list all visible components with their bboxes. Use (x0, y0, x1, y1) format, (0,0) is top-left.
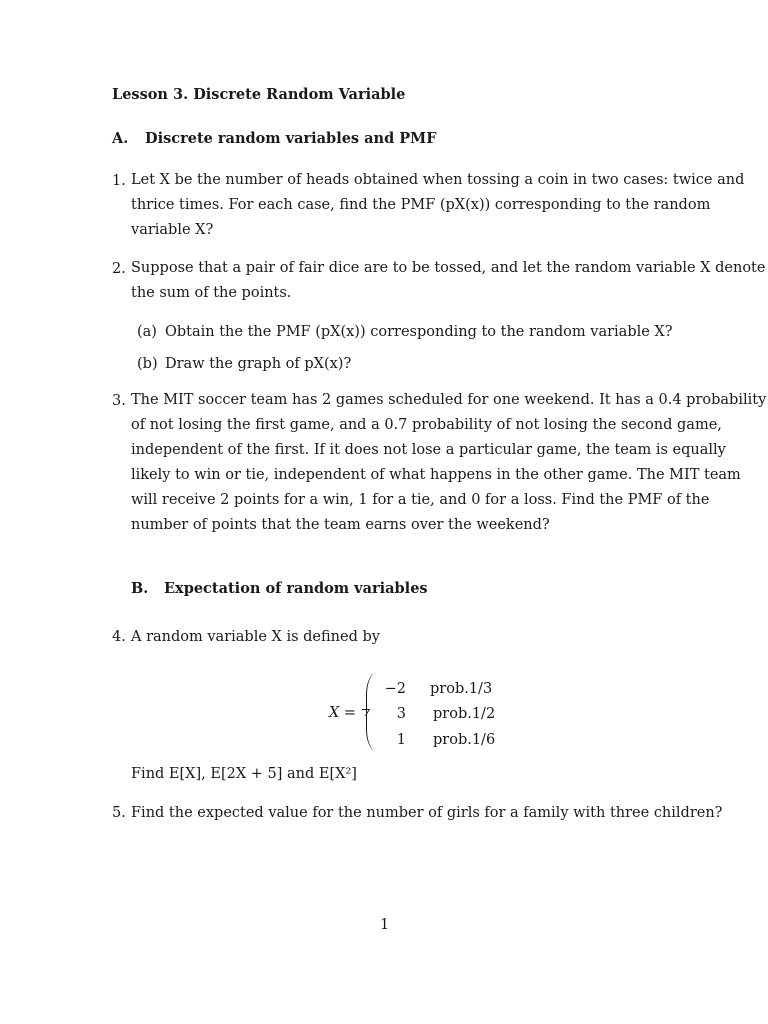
case-2-value: 3 (396, 706, 406, 722)
problem-2b-label: (b) (137, 356, 158, 372)
case-1-prob: prob.1/3 (430, 681, 493, 697)
problem-2a-text: Obtain the the PMF (pX(x)) corresponding to the random variable X? (165, 324, 673, 340)
problem-1-number: 1. (112, 173, 126, 189)
problem-2-line-2: the sum of the points. (131, 285, 292, 301)
problem-2a-label: (a) (137, 324, 157, 340)
problem-2b-text: Draw the graph of pX(x)? (165, 356, 352, 372)
problem-4-number: 4. (112, 629, 126, 645)
section-b-label: B. (131, 580, 149, 597)
problem-5-number: 5. (112, 805, 126, 821)
problem-4-find: Find E[X], E[2X + 5] and E[X²] (131, 766, 357, 782)
case-2-prob: prob.1/2 (433, 706, 496, 722)
problem-3-line-1: The MIT soccer team has 2 games scheduled for one weekend. It has a 0.4 probability (131, 392, 767, 408)
lesson-title: Lesson 3. Discrete Random Variable (112, 86, 406, 103)
problem-3-line-4: likely to win or tie, independent of what happens in the other game. The MIT team (131, 467, 741, 483)
problem-3-number: 3. (112, 393, 126, 409)
problem-3-line-5: will receive 2 points for a win, 1 for a tie, and 0 for a loss. Find the PMF of the (131, 492, 710, 508)
problem-3-line-3: independent of the first. If it does not lose a particular game, the team is equally (131, 442, 726, 458)
problem-1-line-3: variable X? (131, 222, 214, 238)
section-a-label: A. (112, 130, 129, 147)
problem-2-line-1: Suppose that a pair of fair dice are to be tossed, and let the random variable X denote (131, 260, 766, 276)
problem-5-text: Find the expected value for the number of girls for a family with three children? (131, 805, 723, 821)
problem-4-intro: A random variable X is defined by (131, 629, 380, 645)
case-3-prob: prob.1/6 (433, 732, 496, 748)
problem-3-line-2: of not losing the first game, and a 0.7 probability of not losing the second game, (131, 417, 722, 433)
problem-1-line-1: Let X be the number of heads obtained when tossing a coin in two cases: twice and (131, 172, 745, 188)
problem-2-number: 2. (112, 261, 126, 277)
piecewise-lhs: X = (329, 705, 357, 721)
problem-3-line-6: number of points that the team earns over the weekend? (131, 517, 550, 533)
case-3-value: 1 (396, 732, 406, 748)
problem-1 (131, 168, 745, 243)
problem-3 (131, 388, 766, 538)
case-1-value: −2 (384, 681, 406, 697)
section-a-title: Discrete random variables and PMF (145, 130, 437, 147)
section-b-title: Expectation of random variables (164, 580, 428, 597)
problem-1-line-2: thrice times. For each case, find the PMF (pX(x)) corresponding to the random (131, 197, 711, 213)
problem-2 (131, 256, 765, 306)
page-number: 1 (380, 917, 390, 933)
